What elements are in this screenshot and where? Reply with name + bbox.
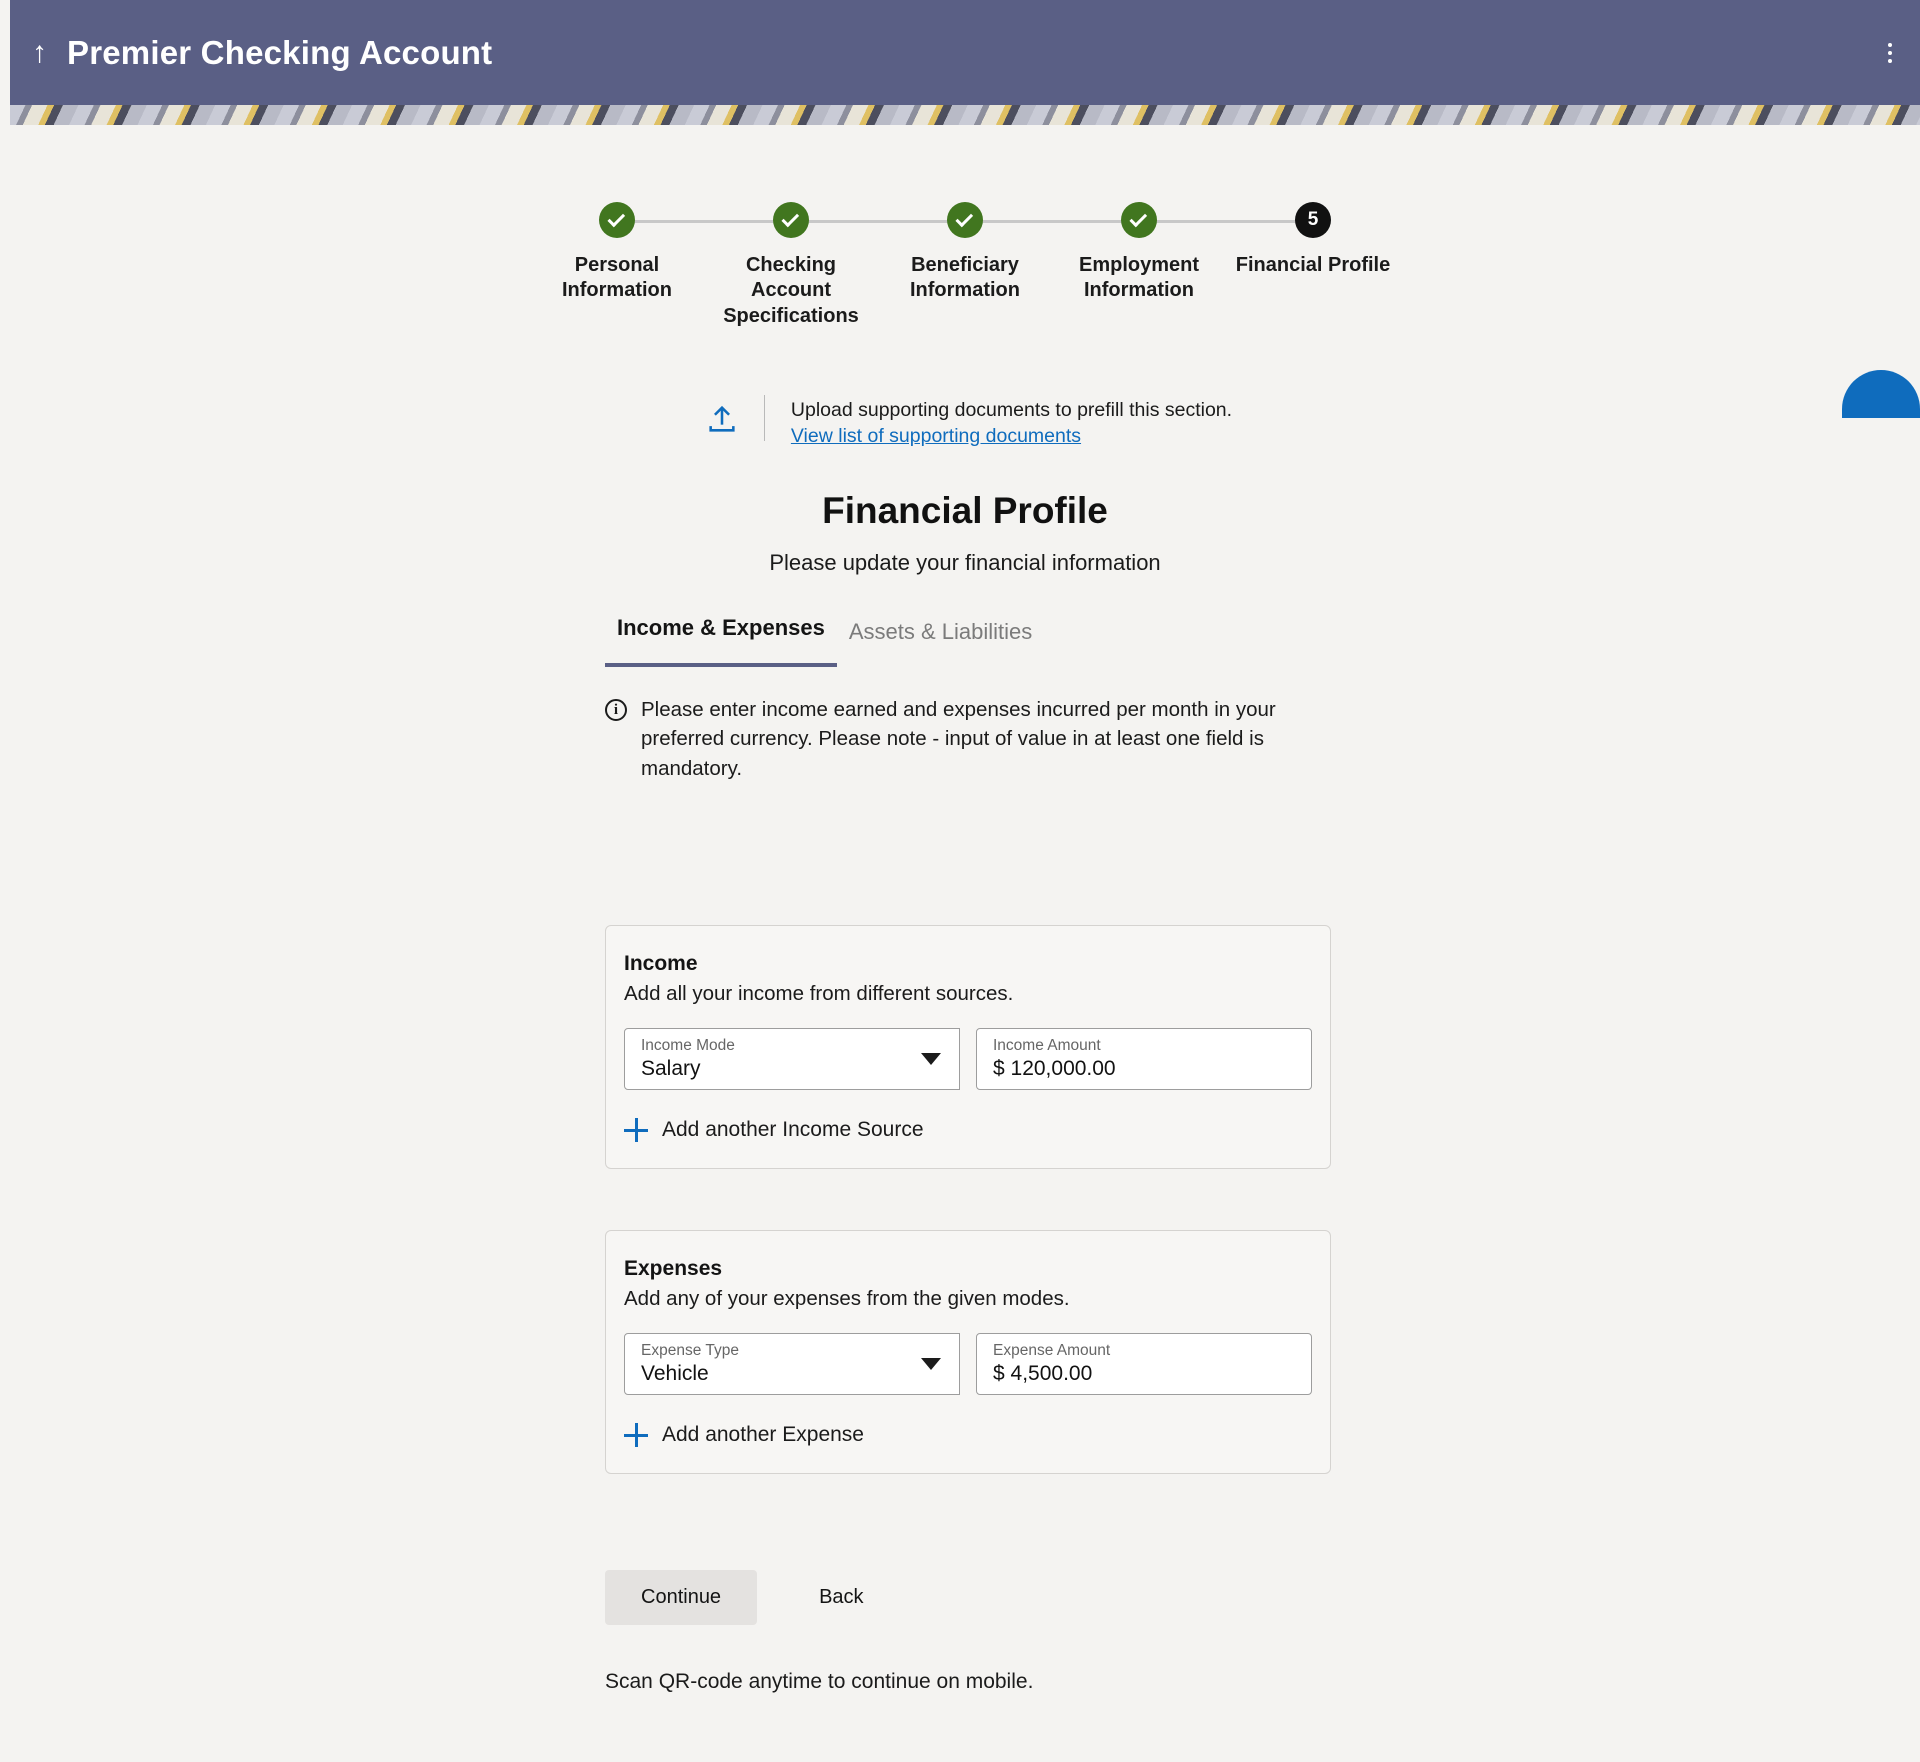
upload-icon[interactable]	[698, 395, 746, 443]
floating-action-button[interactable]	[1842, 370, 1920, 418]
income-amount-value: $ 120,000.00	[993, 1057, 1116, 1081]
section-title: Financial Profile	[822, 490, 1108, 531]
main-canvas	[10, 125, 1920, 1762]
income-amount-label: Income Amount	[993, 1037, 1101, 1055]
plus-icon	[624, 1118, 648, 1142]
upload-instruction-text: Upload supporting documents to prefill this section.	[790, 399, 1233, 421]
income-mode-label: Income Mode	[641, 1037, 735, 1055]
form-actions	[605, 1570, 900, 1625]
step-personal-information[interactable]	[530, 202, 704, 304]
step-label-3: Beneficiary Information	[910, 254, 1020, 302]
kebab-menu-icon[interactable]	[1880, 43, 1900, 63]
info-note	[605, 695, 1305, 783]
expenses-card	[605, 1230, 1331, 1474]
tab-income-expenses[interactable]: Income & Expenses	[605, 615, 837, 667]
step-beneficiary-information[interactable]	[878, 202, 1052, 304]
step-connector	[965, 220, 1139, 223]
add-income-source-button[interactable]	[624, 1118, 1312, 1142]
income-amount-input[interactable]	[976, 1028, 1312, 1090]
step-marker-5: 5	[1295, 202, 1331, 238]
step-connector	[617, 220, 791, 223]
check-icon	[607, 209, 625, 227]
income-field-row	[624, 1028, 1312, 1090]
vertical-divider	[764, 395, 765, 441]
step-employment-information[interactable]	[1052, 202, 1226, 304]
back-arrow-icon[interactable]: ↑	[32, 35, 47, 69]
step-label-2: Checking Account Specifications	[723, 254, 859, 327]
check-icon	[1129, 209, 1147, 227]
add-expense-button[interactable]	[624, 1423, 1312, 1447]
income-mode-value: Salary	[641, 1057, 701, 1081]
info-icon: i	[605, 699, 627, 721]
step-financial-profile[interactable]	[1226, 202, 1400, 278]
expense-amount-input[interactable]	[976, 1333, 1312, 1395]
qr-code-hint: Scan QR-code anytime to continue on mobile.	[605, 1670, 1034, 1693]
expense-type-value: Vehicle	[641, 1362, 709, 1386]
income-card-subtitle: Add all your income from different sources.	[624, 982, 1014, 1005]
expenses-card-title: Expenses	[624, 1257, 723, 1280]
step-marker-4	[1121, 202, 1157, 238]
view-supporting-documents-link[interactable]: View list of supporting documents	[790, 425, 1082, 448]
expense-type-select[interactable]	[624, 1333, 960, 1395]
step-marker-3	[947, 202, 983, 238]
step-label-1: Personal Information	[562, 254, 672, 302]
chevron-down-icon	[921, 1358, 941, 1370]
income-card	[605, 925, 1331, 1169]
expense-amount-label: Expense Amount	[993, 1342, 1111, 1360]
add-expense-label: Add another Expense	[662, 1423, 864, 1446]
step-marker-1	[599, 202, 635, 238]
page-title: Premier Checking Account	[67, 33, 493, 71]
income-mode-select[interactable]	[624, 1028, 960, 1090]
step-connector	[791, 220, 965, 223]
expense-type-label: Expense Type	[641, 1342, 739, 1360]
step-connector	[1139, 220, 1313, 223]
step-marker-2	[773, 202, 809, 238]
decorative-texture-strip	[10, 105, 1920, 125]
progress-stepper	[10, 202, 1920, 329]
check-icon	[781, 209, 799, 227]
upload-prompt	[10, 395, 1920, 448]
info-note-text: Please enter income earned and expenses incurred per month in your preferred currency. Please note - input of value in at least one field is mandatory.	[641, 698, 1276, 780]
check-icon	[955, 209, 973, 227]
chevron-down-icon	[921, 1053, 941, 1065]
app-header	[10, 0, 1920, 105]
tab-assets-liabilities[interactable]: Assets & Liabilities	[848, 619, 1033, 644]
expense-field-row	[624, 1333, 1312, 1395]
tab-bar	[605, 615, 1044, 667]
plus-icon	[624, 1423, 648, 1447]
add-income-source-label: Add another Income Source	[662, 1118, 924, 1141]
step-label-5: Financial Profile	[1235, 254, 1391, 276]
step-label-4: Employment Information	[1078, 254, 1200, 302]
continue-button[interactable]: Continue	[605, 1570, 757, 1625]
expenses-card-subtitle: Add any of your expenses from the given modes.	[624, 1287, 1070, 1310]
income-card-title: Income	[624, 952, 698, 975]
expense-amount-value: $ 4,500.00	[993, 1362, 1093, 1386]
section-subtitle: Please update your financial information	[769, 550, 1161, 575]
back-button[interactable]: Back	[783, 1570, 899, 1625]
